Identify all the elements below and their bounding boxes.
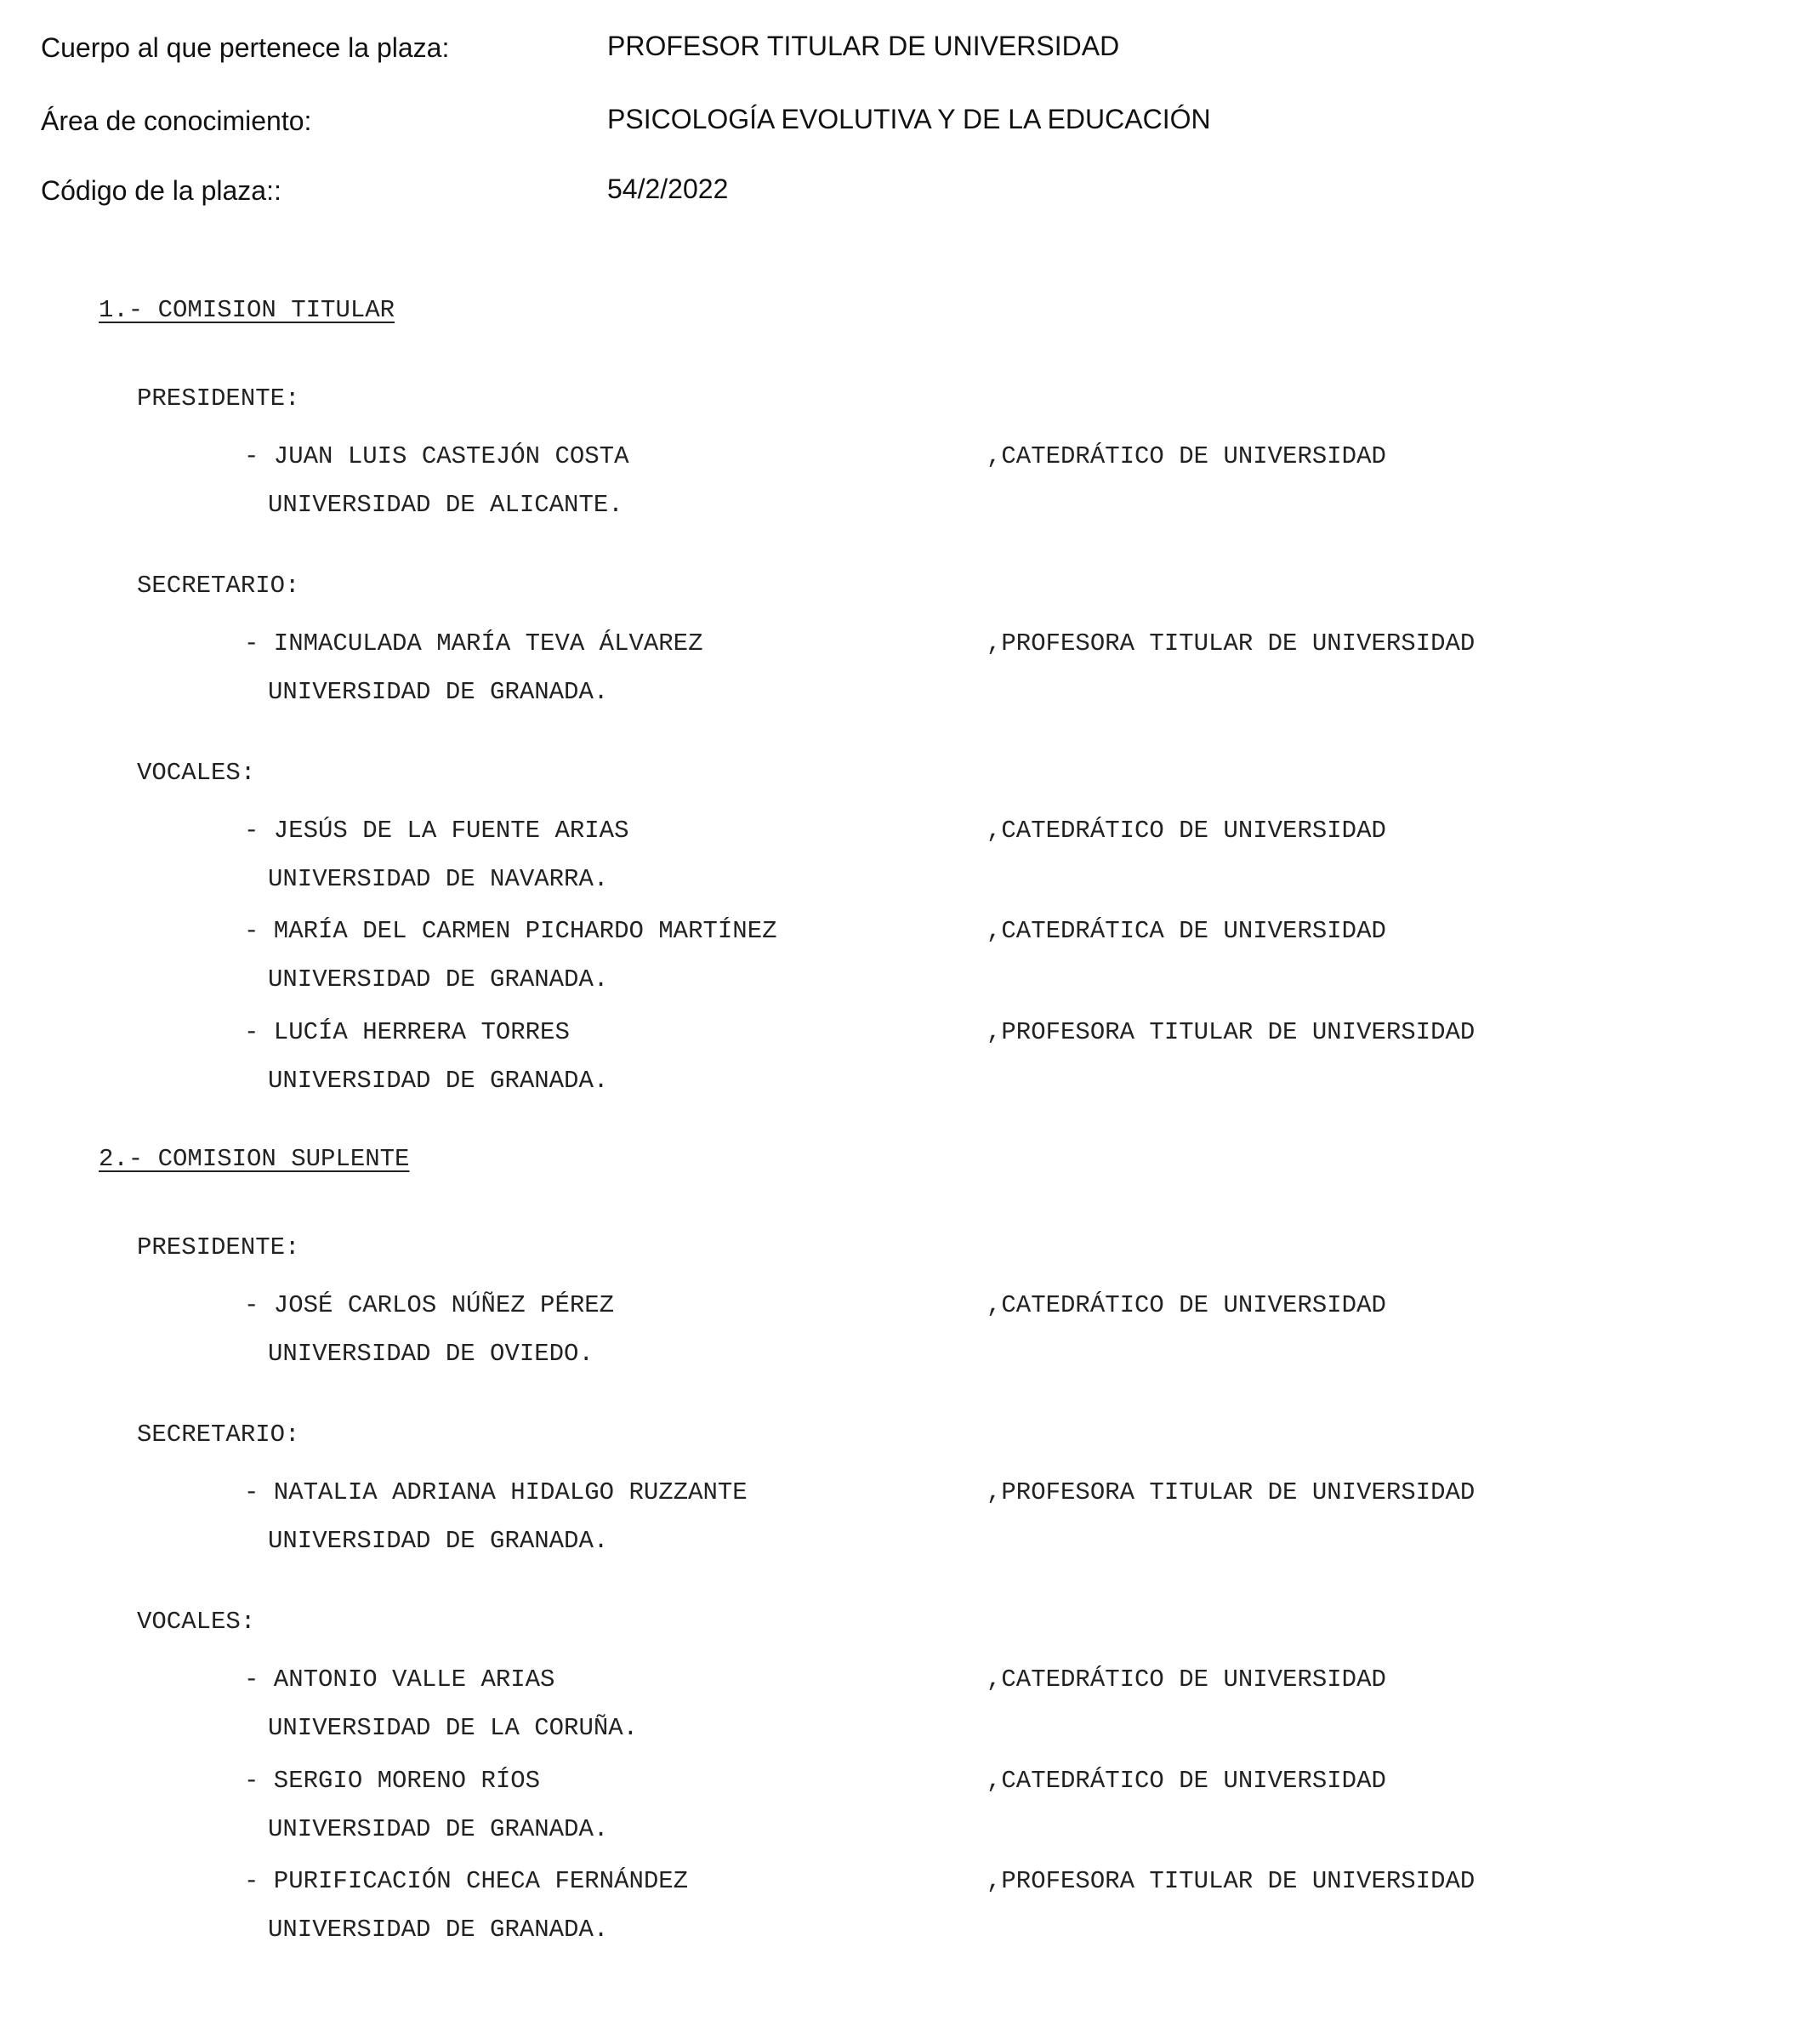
suplente-secretario-name: - NATALIA ADRIANA HIDALGO RUZZANTE [244, 1478, 748, 1506]
titular-vocal-2-name: - MARÍA DEL CARMEN PICHARDO MARTÍNEZ [244, 917, 777, 945]
suplente-vocales-label: VOCALES: [137, 1608, 256, 1636]
suplente-secretario-title: ,PROFESORA TITULAR DE UNIVERSIDAD [986, 1478, 1475, 1506]
suplente-vocal-2-name: - SERGIO MORENO RÍOS [244, 1767, 541, 1795]
suplente-vocal-2-title: ,CATEDRÁTICO DE UNIVERSIDAD [986, 1767, 1386, 1795]
titular-secretario-name: - INMACULADA MARÍA TEVA ÁLVAREZ [244, 629, 703, 658]
suplente-vocal-2-university: UNIVERSIDAD DE GRANADA. [268, 1815, 609, 1843]
titular-secretario-label: SECRETARIO: [137, 572, 300, 600]
suplente-presidente-university: UNIVERSIDAD DE OVIEDO. [268, 1340, 594, 1368]
titular-presidente-university: UNIVERSIDAD DE ALICANTE. [268, 491, 623, 519]
titular-vocal-3-title: ,PROFESORA TITULAR DE UNIVERSIDAD [986, 1018, 1475, 1046]
suplente-vocal-1-university: UNIVERSIDAD DE LA CORUÑA. [268, 1714, 639, 1742]
titular-presidente-title: ,CATEDRÁTICO DE UNIVERSIDAD [986, 442, 1386, 470]
titular-vocal-1-university: UNIVERSIDAD DE NAVARRA. [268, 865, 609, 893]
suplente-vocal-3-name: - PURIFICACIÓN CHECA FERNÁNDEZ [244, 1867, 689, 1895]
suplente-vocal-3-university: UNIVERSIDAD DE GRANADA. [268, 1916, 609, 1944]
cuerpo-value: PROFESOR TITULAR DE UNIVERSIDAD [607, 31, 1120, 61]
titular-secretario-university: UNIVERSIDAD DE GRANADA. [268, 678, 609, 706]
titular-vocal-2-title: ,CATEDRÁTICA DE UNIVERSIDAD [986, 917, 1386, 945]
suplente-presidente-title: ,CATEDRÁTICO DE UNIVERSIDAD [986, 1291, 1386, 1319]
titular-presidente-name: - JUAN LUIS CASTEJÓN COSTA [244, 442, 629, 470]
titular-secretario-title: ,PROFESORA TITULAR DE UNIVERSIDAD [986, 629, 1475, 658]
titular-presidente-label: PRESIDENTE: [137, 384, 300, 413]
titular-vocal-1-name: - JESÚS DE LA FUENTE ARIAS [244, 817, 629, 845]
suplente-vocal-1-name: - ANTONIO VALLE ARIAS [244, 1665, 555, 1694]
codigo-value: 54/2/2022 [607, 174, 729, 204]
cuerpo-label: Cuerpo al que pertenece la plaza: [41, 32, 450, 63]
area-label: Área de conocimiento: [41, 105, 312, 136]
titular-vocal-3-university: UNIVERSIDAD DE GRANADA. [268, 1067, 609, 1095]
titular-vocal-1-title: ,CATEDRÁTICO DE UNIVERSIDAD [986, 817, 1386, 845]
codigo-label: Código de la plaza:: [41, 175, 281, 206]
titular-vocal-2-university: UNIVERSIDAD DE GRANADA. [268, 965, 609, 994]
suplente-secretario-university: UNIVERSIDAD DE GRANADA. [268, 1527, 609, 1555]
area-value: PSICOLOGÍA EVOLUTIVA Y DE LA EDUCACIÓN [607, 104, 1211, 134]
titular-heading: 1.- COMISION TITULAR [99, 296, 395, 324]
suplente-heading: 2.- COMISION SUPLENTE [99, 1145, 410, 1173]
titular-vocal-3-name: - LUCÍA HERRERA TORRES [244, 1018, 570, 1046]
titular-vocales-label: VOCALES: [137, 759, 256, 787]
suplente-secretario-label: SECRETARIO: [137, 1421, 300, 1449]
suplente-presidente-name: - JOSÉ CARLOS NÚÑEZ PÉREZ [244, 1291, 615, 1319]
suplente-vocal-1-title: ,CATEDRÁTICO DE UNIVERSIDAD [986, 1665, 1386, 1694]
suplente-vocal-3-title: ,PROFESORA TITULAR DE UNIVERSIDAD [986, 1867, 1475, 1895]
suplente-presidente-label: PRESIDENTE: [137, 1233, 300, 1261]
